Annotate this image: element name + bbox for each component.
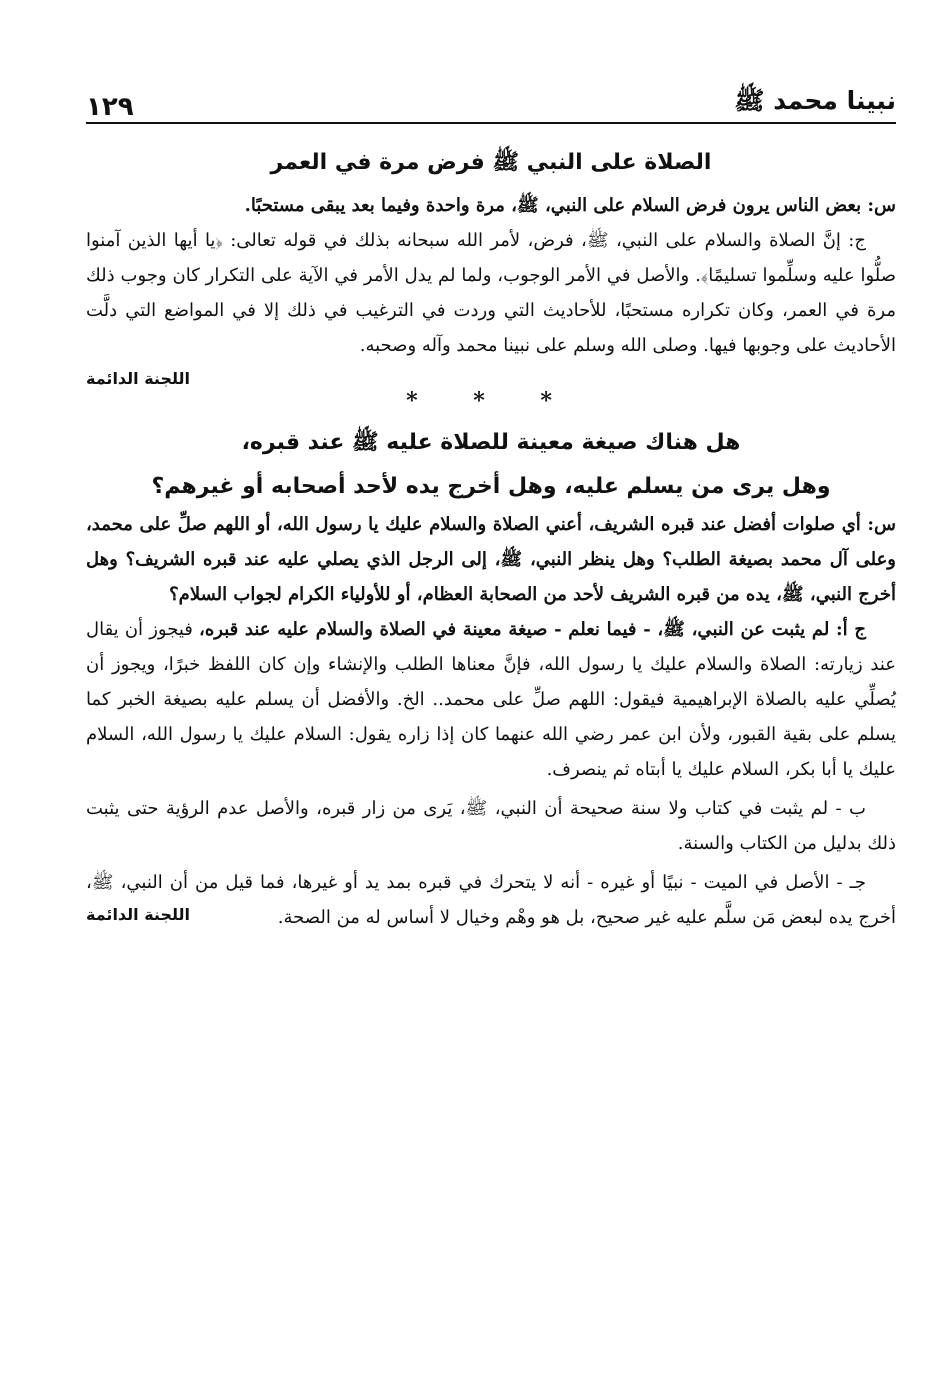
section1-question: س: بعض الناس يرون فرض السلام على النبي، ﷺ، مرة واحدة وفيما بعد يبقى مستحبًا. [244, 195, 896, 216]
page-number: ١٢٩ [86, 92, 134, 122]
separator-stars: * * * [406, 388, 576, 414]
section2-answer-a-lead: ج أ: لم يثبت عن النبي، ﷺ، - فيما نعلم - صيغة معينة في الصلاة والسلام عليه عند قبره، [199, 619, 866, 640]
section2-signature: اللجنة الدائمة [86, 905, 191, 924]
section2-answer-a [86, 612, 896, 787]
section2-answer-b: ب - لم يثبت في كتاب ولا سنة صحيحة أن النبي، ﷺ، يَرى من زار قبره، والأصل عدم الرؤية حتى يثبت ذلك بدليل من الكتاب والسنة. [86, 798, 896, 854]
section2-answer-a-rest: فيجوز أن يقال عند زيارته: الصلاة والسلام عليك يا رسول الله، فإنَّ معناها الطلب والإنشاء وإن كان اللفظ خبرًا، ويجوز أن يُصلِّي عليه بالصلاة الإبراهيمية فيقول: اللهم صلِّ على محمد.. الخ. والأفضل أن يسلم عليه بصيغة الخبر كما يسلم على بقية القبور، ولأن ابن عمر رضي الله عنهما كان إذا زاره يقول: السلام عليك يا رسول الله، السلام عليك يا أبا بكر، السلام عليك يا أبتاه ثم ينصرف. [86, 619, 896, 780]
section1-answer: ج: إنَّ الصلاة والسلام على النبي، ﷺ، فرض، لأمر الله سبحانه بذلك في قوله تعالى: ﴿يا أيها الذين آمنوا صلُّوا عليه وسلِّموا تسليمًا﴾. والأصل في الأمر الوجوب، ولما لم يدل الأمر في الآية على التكرار كان وجوب ذلك مرة في العمر، وكان تكراره مستحبًا، للأحاديث التي وردت في الترغيب في ذلك إلا في المواضع التي دلَّت الأحاديث على وجوبها فيها. وصلى الله وسلم على نبينا محمد وآله وصحبه. [86, 230, 896, 356]
section1-title: الصلاة على النبي ﷺ فرض مرة في العمر [270, 150, 712, 175]
page [86, 78, 896, 928]
section2-title-line2: وهل يرى من يسلم عليه، وهل أخرج يده لأحد أصحابه أو غيرهم؟ [151, 474, 831, 499]
section2-title-line1: هل هناك صيغة معينة للصلاة عليه ﷺ عند قبره، [241, 430, 741, 455]
page-header [86, 78, 896, 124]
section2-question: س: أي صلوات أفضل عند قبره الشريف، أعني الصلاة والسلام عليك يا رسول الله، أو اللهم صلِّ على محمد، وعلى آل محمد بصيغة الطلب؟ وهل ينظر النبي، ﷺ، إلى الرجل الذي يصلي عليه عند قبره الشريف؟ وهل أخرج النبي، ﷺ، يده من قبره الشريف لأحد من الصحابة العظام، أو للأولياء الكرام لجواب السلام؟ [86, 514, 896, 605]
running-title: نبينا محمد ﷺ [734, 86, 896, 115]
section2-answer-c: جـ - الأصل في الميت - نبيًا أو غيره - أنه لا يتحرك في قبره بمد يد أو غيرها، فما قيل من أن النبي، ﷺ، أخرج يده لبعض مَن سلَّم عليه غير صحيح، بل هو وهْم وخيال لا أساس له من الصحة. [86, 872, 896, 928]
section1-signature: اللجنة الدائمة [86, 369, 191, 388]
